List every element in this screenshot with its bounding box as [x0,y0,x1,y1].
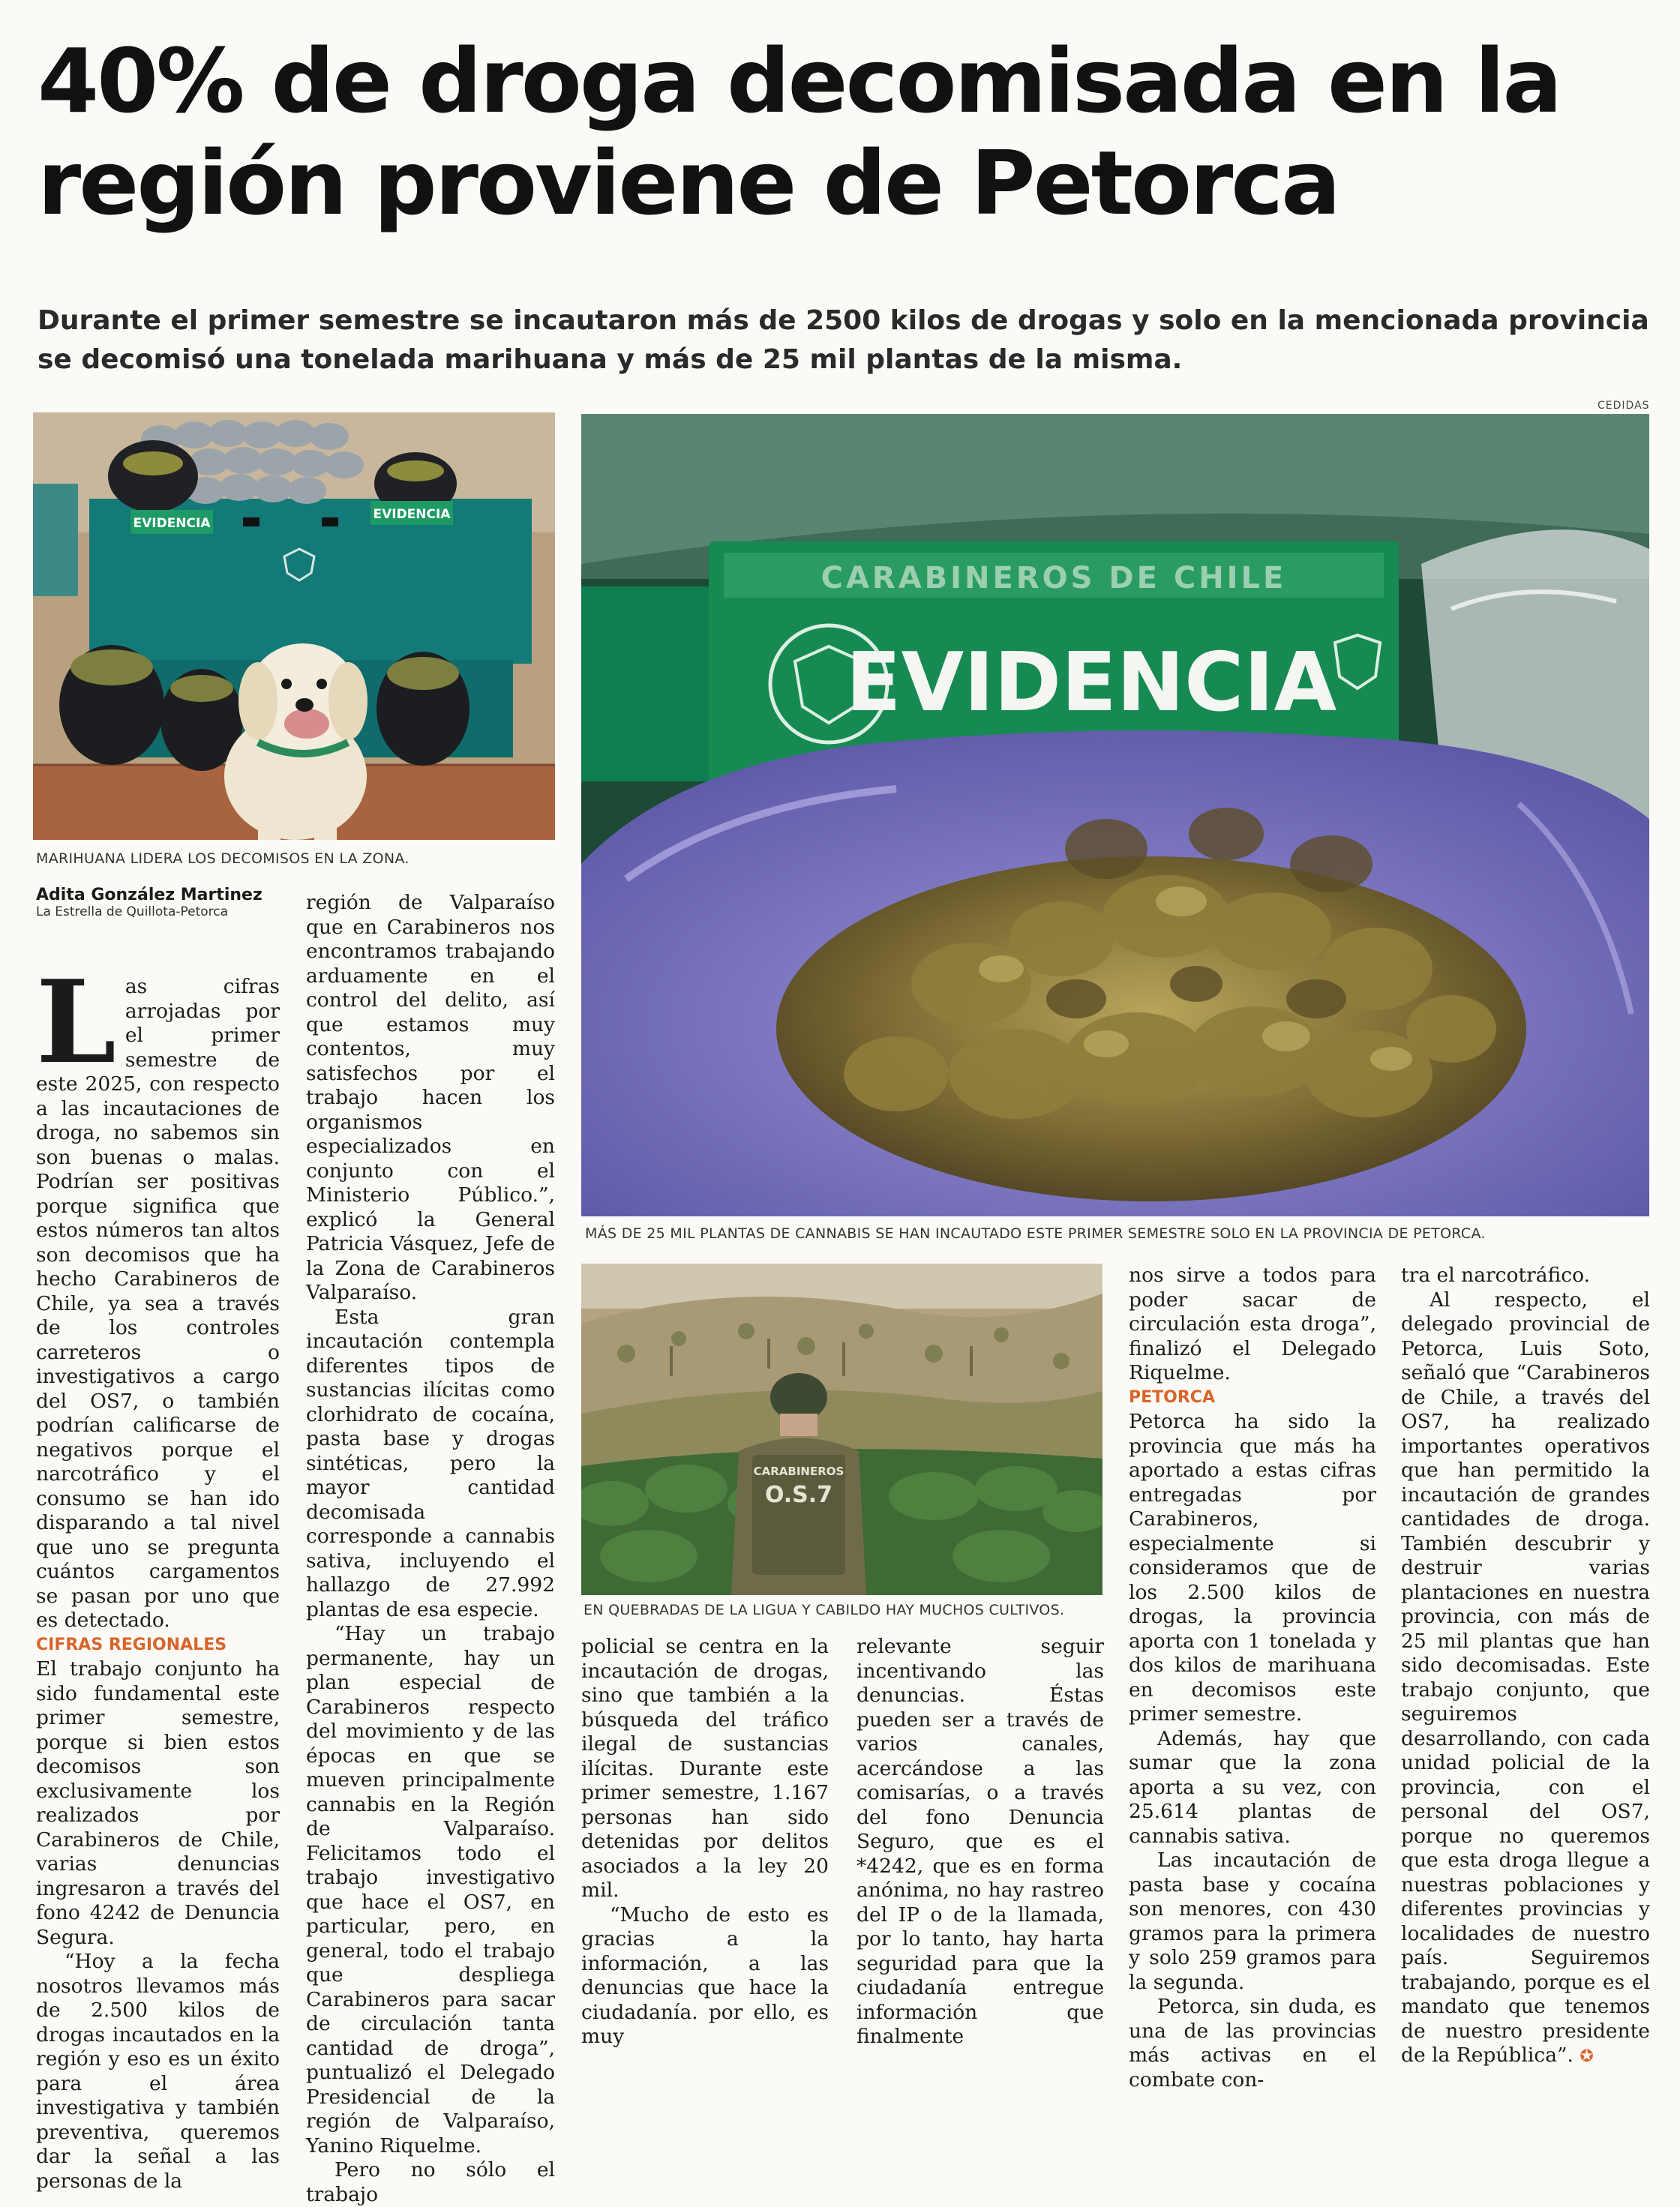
photo-evidence-bag [581,414,1649,1216]
column-2 [306,891,555,2207]
caption-large-photo: MÁS DE 25 MIL PLANTAS DE CANNABIS SE HAN INCAUTADO ESTE PRIMER SEMESTRE SOLO EN LA PROVINCIA DE PETORCA. [585,1225,1486,1242]
col5-paragraph-1: nos sirve a todos para poder sacar de circulación esta droga”, finalizó el Delegado Riquelme. [1129,1264,1376,1384]
byline-outlet: La Estrella de Quillota-Petorca [36,904,229,919]
dog-figure [224,643,368,840]
deck: Durante el primer semestre se incautaron más de 2500 kilos de drogas y solo en la mencionada provincia se decomisó una tonelada marihuana y más de 25 mil plantas de la misma. [38,305,1649,375]
col3-paragraph-2: “Mucho de esto es gracias a la información, a las denuncias que hace la ciudadanía. por ello, es muy [581,1903,829,2048]
sign-top-text: CARABINEROS DE CHILE [820,561,1287,595]
vest-unit-text: O.S.7 [764,1482,833,1508]
col6-paragraph-2 [1401,1288,1650,2070]
col5-paragraph-5: Petorca, sin duda, es una de las provincias más activas en el combate con- [1129,1995,1376,2092]
drop-cap: L [36,955,116,1089]
photo-credit: CEDIDAS [1598,400,1650,412]
col2-paragraph-3: “Hay un trabajo permanente, hay un plan especial de Carabineros respecto del movimiento y de las épocas en que se mueven principalmente cannabis en la Región de Valparaíso. Felicitamos todo el trabajo investigativo que hace el OS7, en particular, pero, en general, todo el trabajo que despliega Carabineros para sacar de circulación tanta cantidad de droga”, puntualizó el Delegado Presidencial de la región de Valparaíso, Yanino Riquelme. [306,1622,555,2158]
caption-field-photo: EN QUEBRADAS DE LA LIGUA Y CABILDO HAY MUCHOS CULTIVOS. [584,1602,1065,1618]
column-5 [1129,1264,1376,2092]
column-4 [856,1635,1104,2050]
col2-paragraph-2: Esta gran incautación contempla diferentes tipos de sustancias ilícitas como clorhidrato de cocaína, pasta base y drogas sintéticas, pero la mayor cantidad decomisada corresponde a cannabis sativa, incluyendo el hallazgo de 27.992 plantas de esa especie. [306,1305,555,1621]
col6-paragraph-2-text: Al respecto, el delegado provincial de Petorca, Luis Soto, señaló que “Carabineros de Chile, a través del OS7, ha realizado importantes operativos que han permitido la incautación de grandes cantidades de droga. También descubrir y destruir varias plantaciones en nuestra provincia, con más de 25 mil plantas que han sido decomisadas. Este trabajo conjunto, que seguiremos desarrollando, con cada unidad policial de la provincia, con el personal del OS7, porque no queremos que esta droga llegue a nuestras poblaciones y diferentes provincias y localidades de nuestro país. Seguiremos trabajando, porque es el mandato que tenemos de nuestro presidente de la República”. [1401,1288,1650,2067]
end-mark-icon: ✪ [1580,2047,1594,2066]
photo-field-plantation [581,1264,1102,1595]
col3-paragraph-1: policial se centra en la incautación de drogas, sino que también a la búsqueda del tráfico ilegal de sustancias ilícitas. Durante este primer semestre, 1.167 personas han sido detenidas por delitos asociados a la ley 20 mil. [581,1635,829,1902]
col6-paragraph-1: tra el narcotráfico. [1401,1264,1590,1287]
subhead-cifras-regionales: CIFRAS REGIONALES [36,1635,227,1654]
col1-paragraph-1: as cifras arrojadas por el primer semestre de este 2025, con respecto a las incautaciones de droga, no sabemos sin son buenas o malas. Podrían ser positivas porque significa que estos números tan altos son decomisos que ha hecho Carabineros de Chile, ya sea a través de los controles carreteros o investigativos a cargo del OS7, o también podrían calificarse de negativos porque el narcotráfico y el consumo se han ido disparando a tal nivel que uno se pregunta cuántos cargamentos se pasan por uno que es detectado. [36,975,280,1632]
evidence-label-left: EVIDENCIA [133,516,211,531]
col5-paragraph-2: Petorca ha sido la provincia que más ha aportado a estas cifras entregadas por Carabineros, especialmente si consideramos que de los 2.500 kilos de drogas, la provincia aporta con 1 tonelada y dos kilos de marihuana en decomisos este primer semestre. [1129,1410,1376,1726]
col5-paragraph-4: Las incautación de pasta base y cocaína son menores, con 430 gramos para la primera y solo 259 gramos para la segunda. [1129,1849,1376,1994]
caption-small-photo: MARIHUANA LIDERA LOS DECOMISOS EN LA ZONA. [36,850,410,867]
evidence-label-right: EVIDENCIA [373,507,451,522]
column-1 [36,955,280,2194]
col2-paragraph-1: región de Valparaíso que en Carabineros nos encontramos trabajando arduamente en el control del delito, así que estamos muy contentos, muy satisfechos por el trabajo hacen los organismos especializados en conjunto con el Ministerio Público.”, explicó la General Patricia Vásquez, Jefe de la Zona de Carabineros Valparaíso. [306,891,555,1304]
subhead-petorca: PETORCA [1129,1387,1215,1407]
photo-evidence-bag-image [581,414,1649,1216]
byline-author: Adita González Martinez [36,886,262,904]
photo-field-plantation-image [581,1264,1102,1595]
column-3 [581,1635,829,2050]
byline [36,886,262,919]
col1-paragraph-3: “Hoy a la fecha nosotros llevamos más de 2.500 kilos de drogas incautados en la región y eso es un éxito para el área investigativa y también preventiva, queremos dar la señal a las personas de la [36,1950,280,2193]
photo-dog-evidence [33,412,555,840]
vest-top-text: CARABINEROS [753,1465,844,1478]
column-6 [1401,1264,1650,2070]
headline: 40% de droga decomisada en la región proviene de Petorca [38,29,1561,235]
photo-dog-evidence-image [33,412,555,840]
col4-paragraph-1: relevante seguir incentivando las denuncias. Éstas pueden ser a través de varios canales, acercándose a las comisarías, o a través del fono Denuncia Seguro, que es el *4242, que es en forma anónima, no hay rastreo del IP o de la llamada, por lo tanto, hay harta seguridad para que la ciudadanía entregue información que finalmente [856,1635,1104,2048]
col2-paragraph-4: Pero no sólo el trabajo [306,2158,555,2206]
col1-paragraph-2: El trabajo conjunto ha sido fundamental este primer semestre, porque si bien estos decomisos son exclusivamente los realizados por Carabineros de Chile, varias denuncias ingresaron a través del fono 4242 de Denuncia Segura. [36,1657,280,1949]
sign-evidencia-text: EVIDENCIA [845,636,1337,730]
col5-paragraph-3: Además, hay que sumar que la zona aporta a su vez, con 25.614 plantas de cannabis sativa. [1129,1726,1376,1848]
